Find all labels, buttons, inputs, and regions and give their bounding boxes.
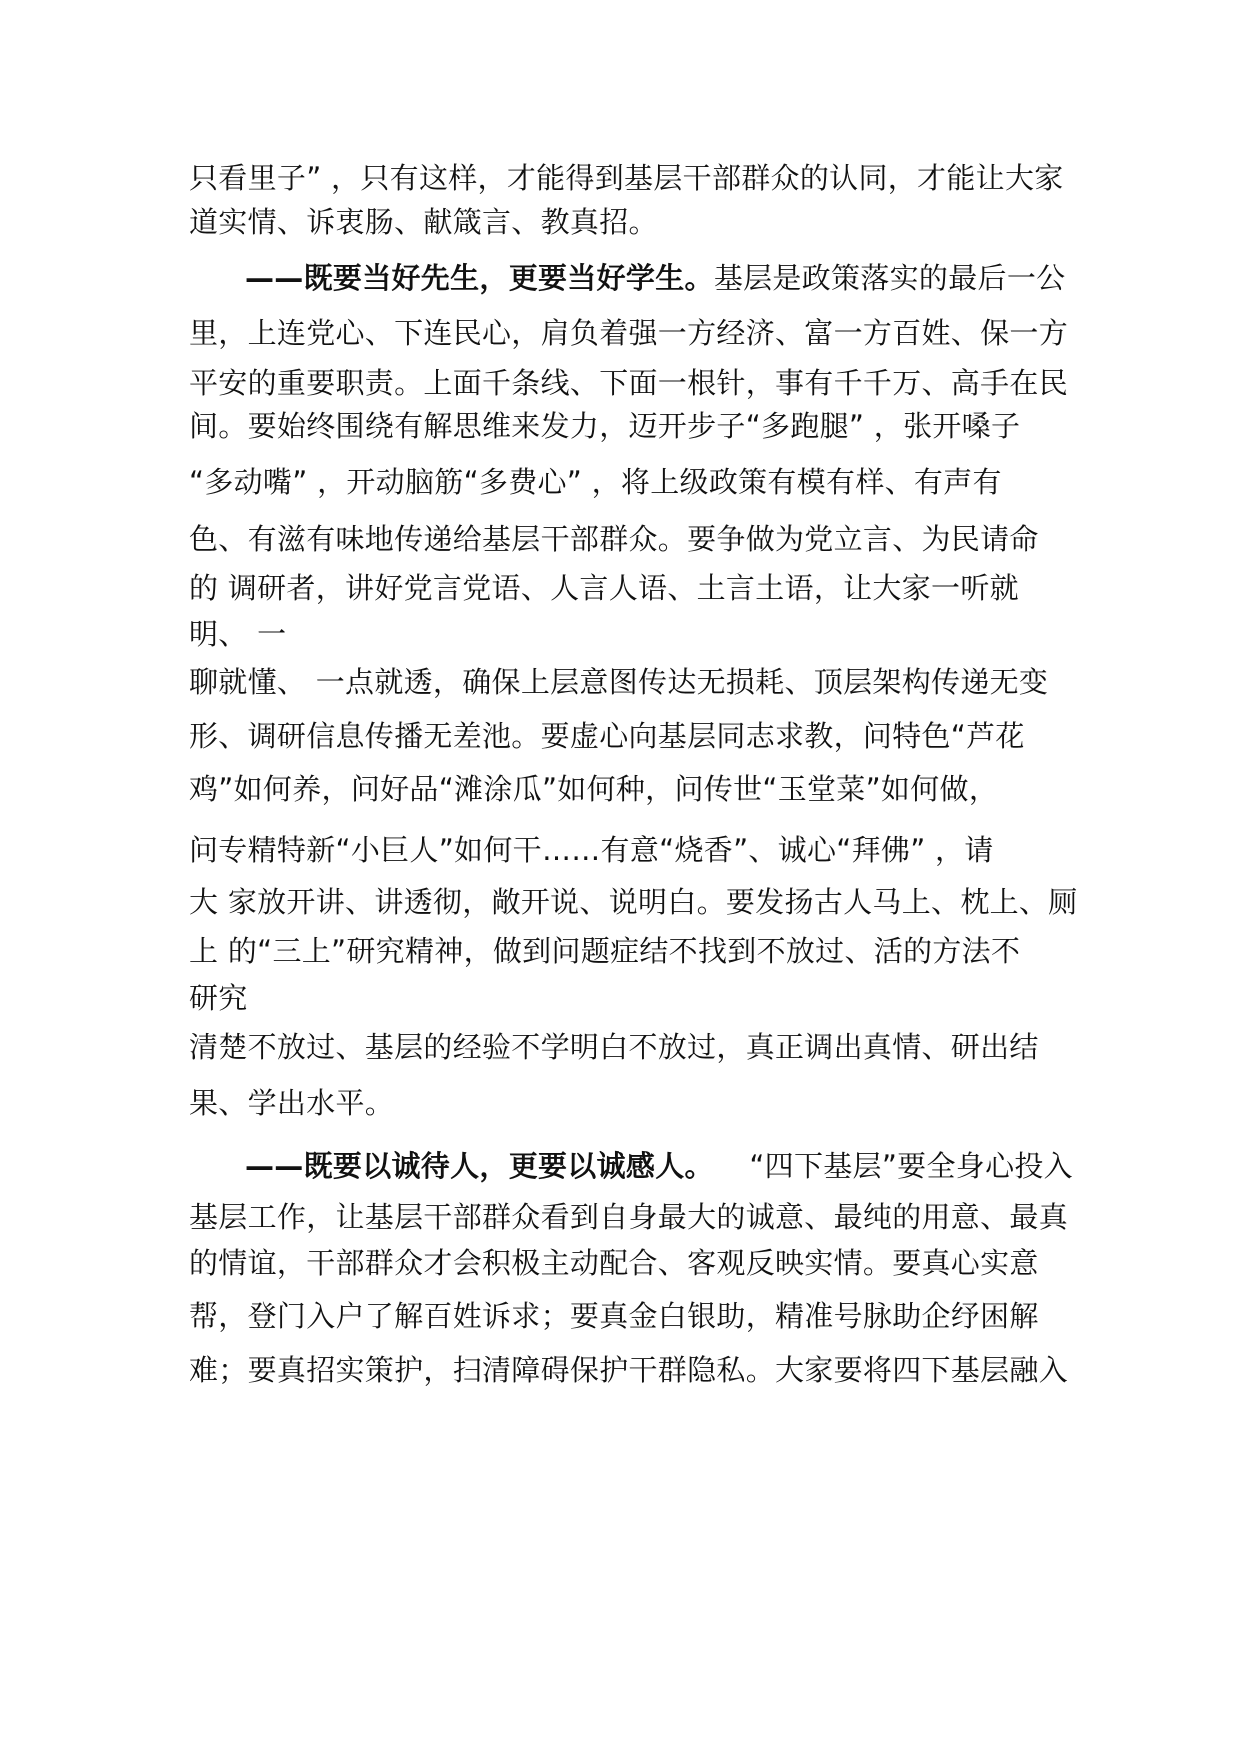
- paragraph-text: “四下基层”要全身心投入: [739, 1149, 1073, 1183]
- text-line: 清楚不放过、基层的经验不学明白不放过，真正调出真情、研出结: [189, 1030, 1039, 1064]
- text-line: 平安的重要职责。上面千条线、下面一根针，事有千千万、高手在民: [189, 366, 1069, 400]
- text-line: 聊就懂、 一点就透，确保上层意图传达无损耗、顶层架构传递无变: [189, 665, 1049, 699]
- text-line: 研究: [189, 981, 248, 1015]
- text-line: 的情谊，干部群众才会积极主动配合、客观反映实情。要真心实意: [189, 1246, 1039, 1280]
- text-line: [189, 1146, 1073, 1186]
- text-line: 间。要始终围绕有解思维来发力，迈开步子“多跑腿” ，张开嗓子: [189, 409, 1021, 443]
- text-line: [189, 258, 1065, 298]
- text-line: 明、 一: [189, 617, 287, 651]
- text-line: 的 调研者，讲好党言党语、人言人语、土言土语，让大家一听就: [189, 571, 1019, 605]
- text-line: 大 家放开讲、讲透彻，敞开说、说明白。要发扬古人马上、枕上、厕: [189, 885, 1078, 919]
- text-line: 难；要真招实策护，扫清障碍保护干群隐私。大家要将四下基层融入: [189, 1353, 1069, 1387]
- section-heading: ——既要以诚待人，更要以诚感人。: [245, 1149, 714, 1183]
- text-line: 果、学出水平。: [189, 1086, 395, 1120]
- text-line: 基层工作，让基层干部群众看到自身最大的诚意、最纯的用意、最真: [189, 1200, 1069, 1234]
- text-line: 鸡”如何养，问好品“滩涂瓜”如何种，问传世“玉堂菜”如何做，: [189, 772, 999, 806]
- text-line: “多动嘴” ，开动脑筋“多费心” ，将上级政策有模有样、有声有: [189, 465, 1002, 499]
- section-heading: ——既要当好先生，更要当好学生。: [245, 261, 714, 295]
- text-line: 里，上连党心、下连民心，肩负着强一方经济、富一方百姓、保一方: [189, 316, 1069, 350]
- text-line: 上 的“三上”研究精神，做到问题症结不找到不放过、活的方法不: [189, 934, 1021, 968]
- text-line: 只看里子” ，只有这样，才能得到基层干部群众的认同，才能让大家: [189, 161, 1064, 195]
- text-line: 问专精特新“小巨人”如何干……有意“烧香”、诚心“拜佛” ，请: [189, 833, 994, 867]
- paragraph-text: 基层是政策落实的最后一公: [713, 261, 1066, 295]
- text-line: 道实情、诉衷肠、献箴言、教真招。: [189, 205, 658, 239]
- text-line: 帮，登门入户了解百姓诉求；要真金白银助，精准号脉助企纾困解: [189, 1299, 1039, 1333]
- text-line: 形、调研信息传播无差池。要虚心向基层同志求教，问特色“芦花: [189, 719, 1025, 753]
- text-line: 色、有滋有味地传递给基层干部群众。要争做为党立言、为民请命: [189, 522, 1039, 556]
